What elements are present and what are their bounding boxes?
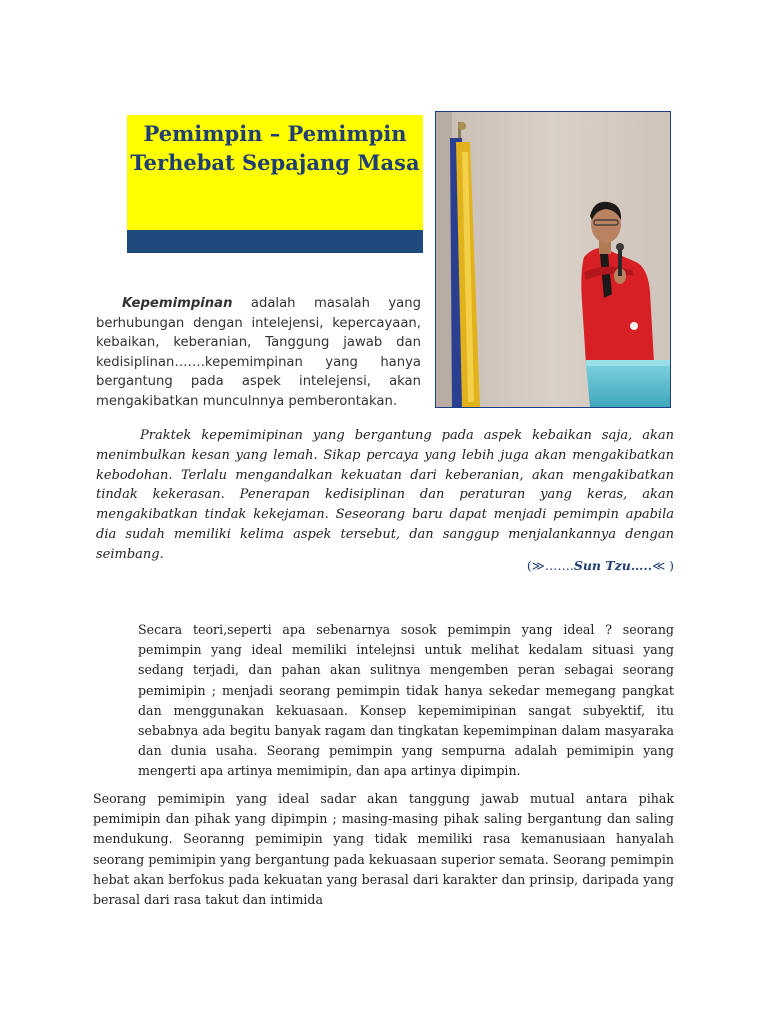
quote-attribution — [527, 558, 674, 573]
intro-lead-word: Kepemimpinan — [122, 296, 233, 311]
speaker-at-podium-photo — [436, 112, 670, 407]
title-box — [127, 115, 423, 230]
intro-paragraph — [96, 294, 421, 411]
quote-text: Praktek kepemimipinan yang bergantung pada aspek kebaikan saja, akan menimbulkan kesan yang lemah. Sikap percaya yang lebih juga akan mengakibatkan kebodohan. Terlalu mengandalkan kekuatan dari keberanian, akan mengakibatkan tindak kekerasan. Penerapan kedisiplinan dan peraturan yang keras, akan mengakibatkan tindak kekejaman. Seseorang baru dapat menjadi pemimpin apabila dia sudah memiliki kelima aspek tersebut, dan sanggup menjalankannya dengan seimbang. — [96, 428, 674, 562]
page-title: Pemimpin – Pemimpin Terhebat Sepajang Masa — [130, 121, 420, 175]
quote-paragraph — [96, 426, 674, 565]
attribution-close: ≪ ) — [652, 558, 674, 573]
attribution-open: (≫……. — [526, 558, 574, 573]
title-underbar — [127, 230, 423, 253]
attribution-author: Sun Tzu….. — [573, 558, 653, 573]
body-paragraph-3: Seorang pemimipin yang ideal sadar akan tanggung jawab mutual antara pihak pemimipin dan pihak yang dipimpin ; masing-masing pihak saling bergantung dan saling mendukung. Seoranng pemimipin yang tidak memiliki rasa kemanusiaan hanyalah seorang pemimipin yang bergantung pada kekuasaan superior semata. Seorang pemimpin hebat akan berfokus pada kekuatan yang berasal dari karakter dan prinsip, daripada yang berasal dari rasa takut dan intimida — [93, 791, 674, 908]
intro-text: adalah masalah yang berhubungan dengan intelejensi, kepercayaan, kebaikan, keberanian, Tanggung jawab dan kedisiplinan…….kepemimpinan yang hanya bergantung pada aspek intelejensi, akan mengakibatkan munculnnya pemberontakan. — [96, 296, 421, 409]
speaker-photo — [435, 111, 671, 408]
body-paragraph-2: Secara teori,seperti apa sebenarnya sosok pemimpin yang ideal ? seorang pemimpin yang ideal memiliki intelejnsi untuk melihat kedalam situasi yang sedang terjadi, dan pahan akan sulitnya mengemben peran sebagai seorang pemimipin ; menjadi seorang pemimpin tidak hanya sekedar memegang pangkat dan menggunakan kekuasaan. Konsep kepemimipinan sangat subyektif, itu sebabnya ada begitu banyak ragam dan tingkatan kepemimpinan dalam masyaraka dan dunia usaha. Seorang pemimpin yang sempurna adalah pemimipin yang mengerti apa artinya memimipin, dan apa artinya dipimpin. — [138, 622, 674, 779]
